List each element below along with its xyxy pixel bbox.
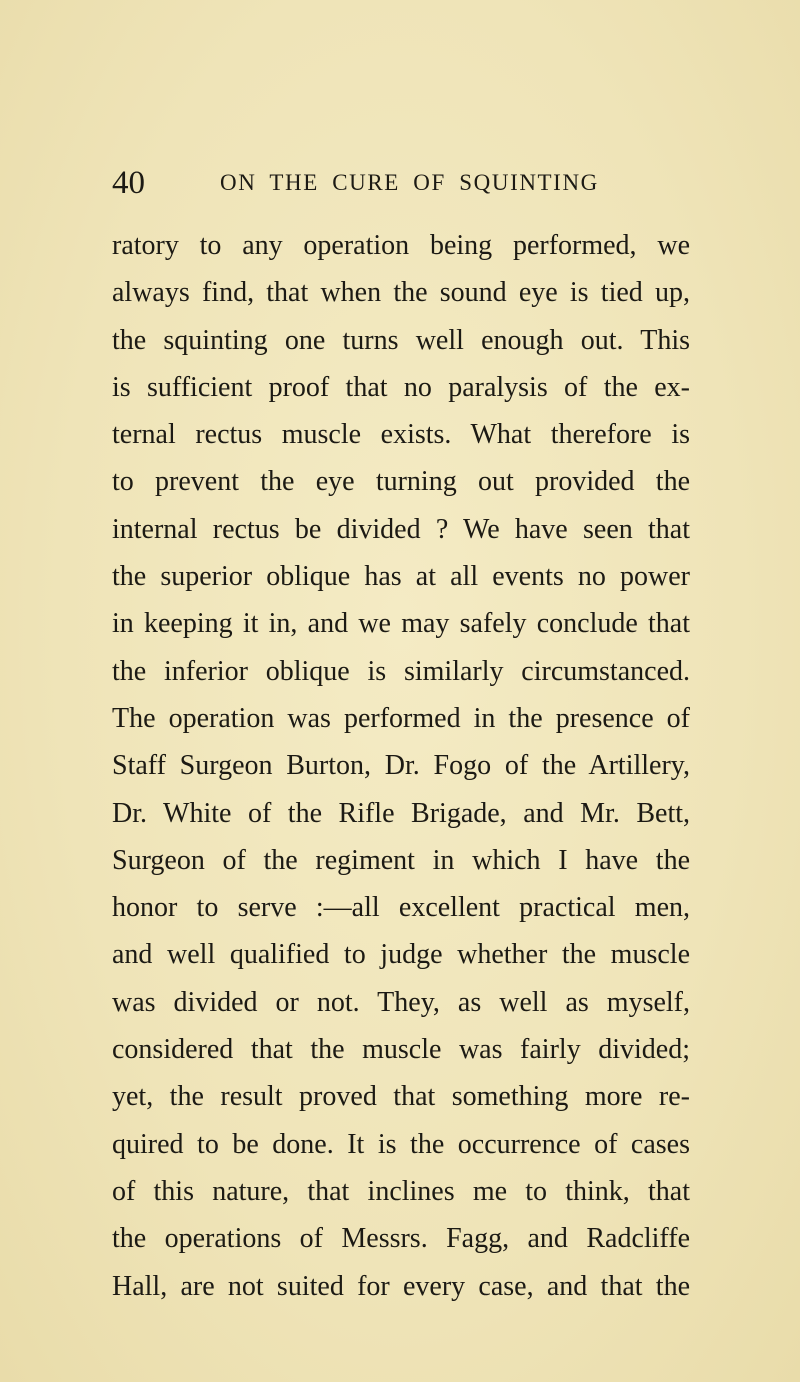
text-line: yet, the result proved that something more re-: [112, 1081, 690, 1113]
text-line: and well qualified to judge whether the muscle: [112, 939, 690, 971]
text-line: to prevent the eye turning out provided the: [112, 466, 690, 498]
page-header: [112, 163, 712, 203]
text-line: Staff Surgeon Burton, Dr. Fogo of the Artillery,: [112, 750, 690, 782]
text-line: The operation was performed in the presence of: [112, 702, 690, 734]
text-line: the superior oblique has at all events no power: [112, 561, 690, 593]
text-line: of this nature, that inclines me to think, that: [112, 1175, 690, 1207]
text-line: the squinting one turns well enough out. This: [112, 324, 690, 356]
running-head: ON THE CURE OF SQUINTING: [220, 170, 599, 195]
text-line: internal rectus be divided ? We have seen that: [112, 513, 690, 545]
text-line: Hall, are not suited for every case, and that the: [112, 1270, 690, 1302]
page-number: 40: [112, 165, 145, 201]
text-line: the inferior oblique is similarly circumstanced.: [112, 655, 690, 687]
text-line: was divided or not. They, as well as myself,: [112, 986, 690, 1018]
text-line: honor to serve :—all excellent practical men,: [112, 892, 690, 924]
text-line: the operations of Messrs. Fagg, and Radcliffe: [112, 1223, 690, 1255]
text-line: quired to be done. It is the occurrence of cases: [112, 1128, 690, 1160]
text-line: Surgeon of the regiment in which I have the: [112, 844, 690, 876]
text-line: in keeping it in, and we may safely conclude that: [112, 608, 690, 640]
text-line: is sufficient proof that no paralysis of the ex-: [112, 371, 690, 403]
body-text: [112, 222, 690, 1310]
text-line: ratory to any operation being performed, we: [112, 230, 690, 261]
text-line: considered that the muscle was fairly divided;: [112, 1034, 690, 1066]
text-line: always find, that when the sound eye is tied up,: [112, 277, 690, 309]
text-line: ternal rectus muscle exists. What therefore is: [112, 419, 690, 451]
text-line: Dr. White of the Rifle Brigade, and Mr. Bett,: [112, 797, 690, 829]
